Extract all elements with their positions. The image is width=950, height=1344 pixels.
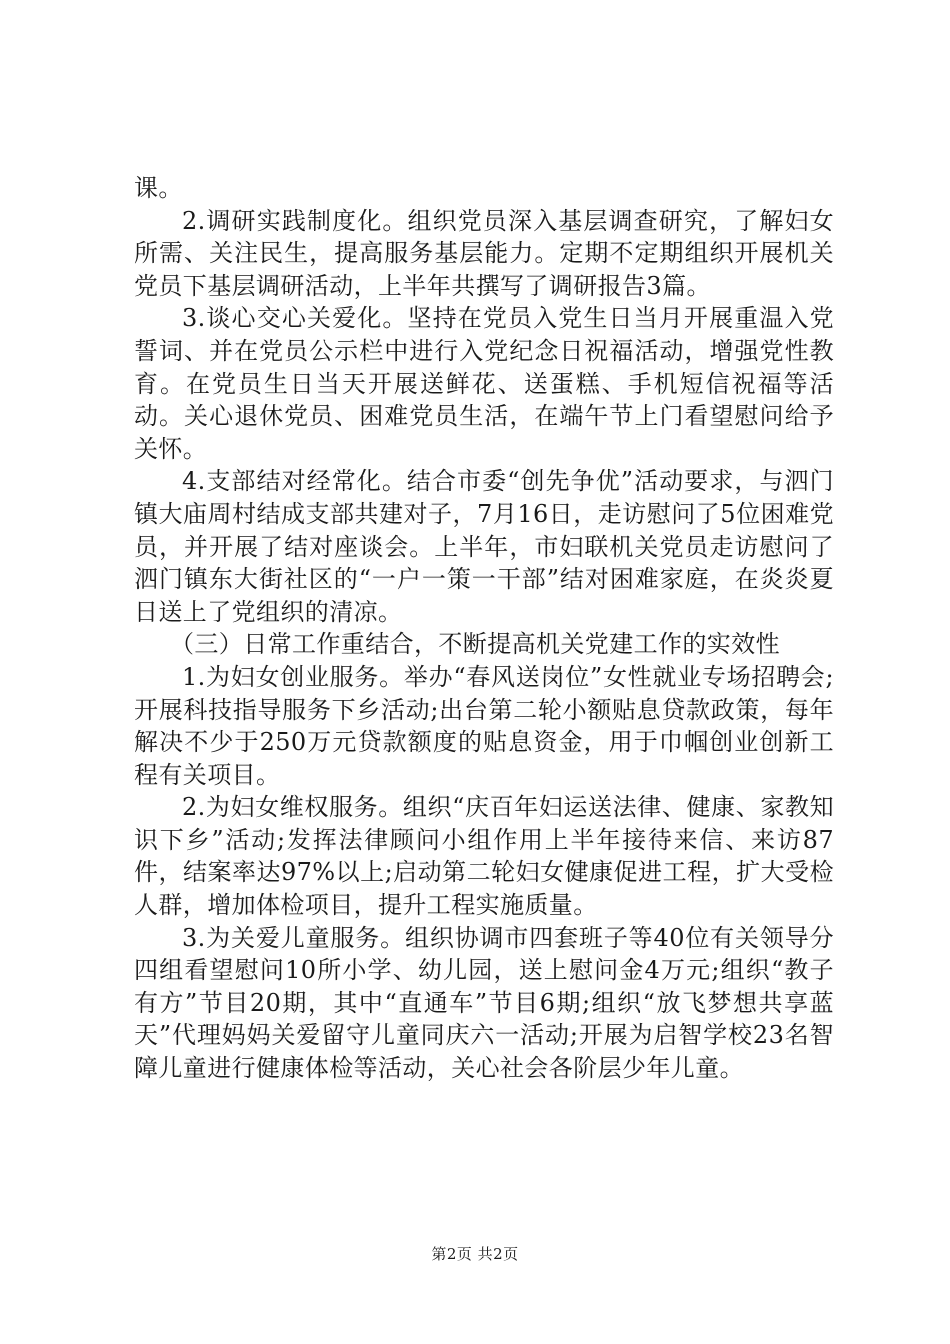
paragraph-entrepreneurship-service: 1.为妇女创业服务。举办“春风送岗位”女性就业专场招聘会;开展科技指导服务下乡活动;出台第二轮小额贴息贷款政策，每年解决不少于250万元贷款额度的贴息资金，用于巾帼创业创新工程有关项目。 [134, 662, 834, 789]
document-body [134, 172, 834, 1085]
paragraph-branch-pairing: 4.支部结对经常化。结合市委“创先争优”活动要求，与泗门镇大庙周村结成支部共建对子，7月16日，走访慰问了5位困难党员，并开展了结对座谈会。上半年，市妇联机关党员走访慰问了泗门镇东大街社区的“一户一策一干部”结对困难家庭，在炎炎夏日送上了党组织的清凉。 [134, 467, 834, 626]
paragraph-heart-to-heart: 3.谈心交心关爱化。坚持在党员入党生日当月开展重温入党誓词、并在党员公示栏中进行入党纪念日祝福活动，增强党性教育。在党员生日当天开展送鲜花、送蛋糕、手机短信祝福等活动。关心退休党员、困难党员生活，在端午节上门看望慰问给予关怀。 [134, 304, 834, 463]
paragraph-rights-service: 2.为妇女维权服务。组织“庆百年妇运送法律、健康、家教知识下乡”活动;发挥法律顾问小组作用上半年接待来信、来访87件，结案率达97%以上;启动第二轮妇女健康促进工程，扩大受检人群，增加体检项目，提升工程实施质量。 [134, 793, 834, 920]
paragraph-research-practice: 2.调研实践制度化。组织党员深入基层调查研究，了解妇女所需、关注民生，提高服务基层能力。定期不定期组织开展机关党员下基层调研活动，上半年共撰写了调研报告3篇。 [134, 206, 834, 300]
page-footer: 第2页 共2页 [431, 1245, 519, 1263]
section-heading: （三）日常工作重结合，不断提高机关党建工作的实效性 [170, 630, 780, 659]
paragraph-children-service: 3.为关爱儿童服务。组织协调市四套班子等40位有关领导分四组看望慰问10所小学、幼儿园，送上慰问金4万元;组织“教子有方”节目20期，其中“直通车”节目6期;组织“放飞梦想共享蓝天”代理妈妈关爱留守儿童同庆六一活动;开展为启智学校23名智障儿童进行健康体检等活动，关心社会各阶层少年儿童。 [134, 923, 834, 1083]
paragraph-continuation: 课。 [134, 174, 183, 202]
